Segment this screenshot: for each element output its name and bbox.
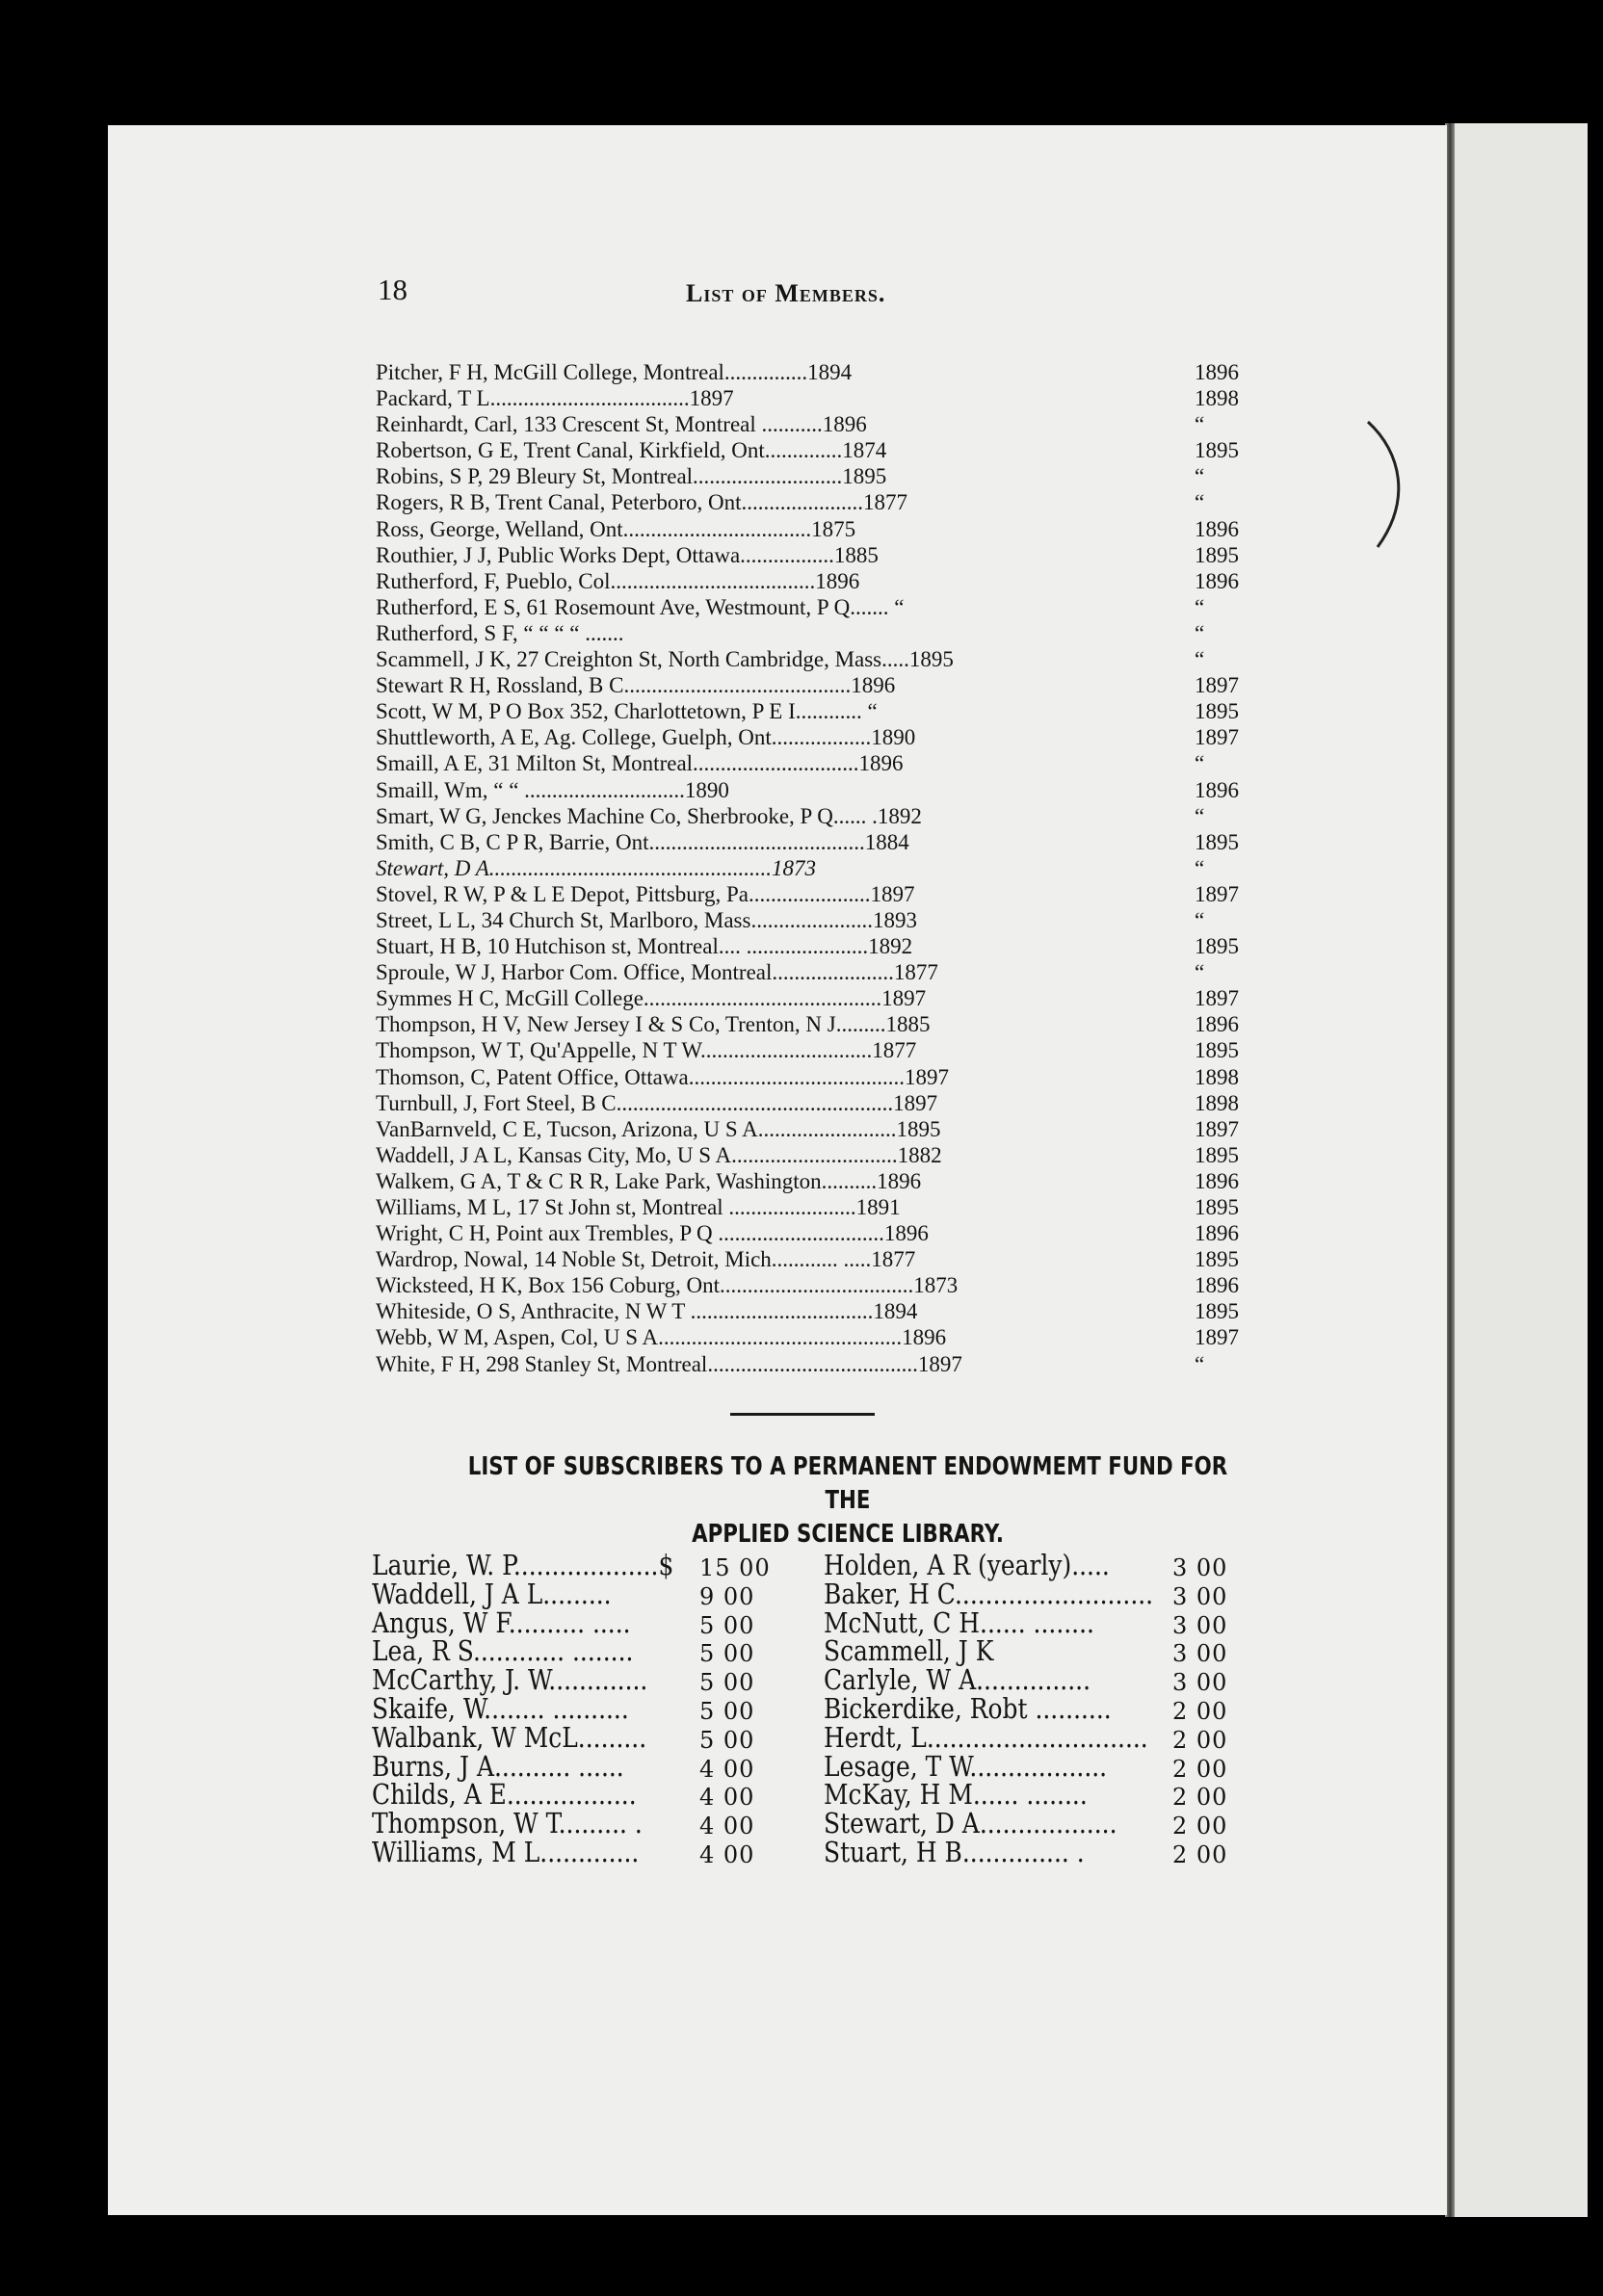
member-row — [376, 1220, 1252, 1246]
member-row — [376, 1194, 1252, 1220]
member-row — [376, 881, 1252, 907]
subscriber-amount: 4 00 — [699, 1840, 755, 1868]
member-row — [376, 385, 1252, 411]
member-row — [376, 437, 1252, 463]
member-entry: Smaill, A E, 31 Milton St, Montreal..............................1896 — [376, 751, 904, 776]
member-year2: 1897 — [1195, 725, 1239, 750]
subscriber-name: McKay, H M...... ........ — [824, 1778, 1088, 1812]
member-row — [376, 646, 1252, 672]
member-year2: 1895 — [1195, 1195, 1239, 1219]
member-entry: Pitcher, F H, McGill College, Montreal...............1894 — [376, 360, 853, 384]
member-year2: “ — [1195, 594, 1205, 619]
subscriber-amount: 3 00 — [1172, 1554, 1228, 1581]
member-entry: Sproule, W J, Harbor Com. Office, Montreal......................1877 — [376, 960, 938, 985]
subscriber-name: Holden, A R (yearly)..... — [824, 1549, 1110, 1581]
subscriber-amount: 2 00 — [1172, 1697, 1228, 1725]
member-entry: Scott, W M, P O Box 352, Charlottetown, P E I............ “ — [376, 699, 878, 724]
subscriber-amount: 2 00 — [1172, 1813, 1228, 1840]
member-year2: 1897 — [1195, 986, 1239, 1011]
member-row — [376, 1116, 1252, 1142]
member-entry: Thompson, W T, Qu'Appelle, N T W...............................1877 — [376, 1038, 917, 1063]
subscriber-name: Bickerdike, Robt .......... — [824, 1691, 1112, 1725]
member-row — [376, 568, 1252, 594]
subscriber-amount: 9 00 — [699, 1582, 755, 1610]
subscriber-amount: 2 00 — [1172, 1840, 1228, 1868]
page-number: 18 — [378, 273, 407, 306]
subscriber-name: Laurie, W. P...................$ — [372, 1549, 674, 1581]
member-row — [376, 1064, 1252, 1090]
member-entry: Stovel, R W, P & L E Depot, Pittsburg, Pa......................1897 — [376, 881, 915, 906]
member-year2: 1896 — [1195, 1273, 1239, 1298]
member-entry: Packard, T L....................................1897 — [376, 386, 734, 411]
subscriber-name: Stewart, D A.................. — [824, 1807, 1117, 1840]
subscriber-name: McNutt, C H...... ........ — [824, 1605, 1094, 1639]
member-year2: 1896 — [1195, 516, 1239, 541]
subscriber-name: Stuart, H B.............. . — [824, 1835, 1085, 1868]
member-entry: Robertson, G E, Trent Canal, Kirkfield, Ont..............1874 — [376, 438, 887, 463]
subscriber-amount: 5 00 — [699, 1611, 755, 1639]
member-entry: Routhier, J J, Public Works Dept, Ottawa.................1885 — [376, 542, 879, 567]
member-row — [376, 1246, 1252, 1272]
member-year2: 1895 — [1195, 934, 1239, 959]
subscriber-amount: 3 00 — [1172, 1611, 1228, 1639]
subscriber-name: Childs, A E................. — [372, 1778, 637, 1812]
member-row — [376, 724, 1252, 750]
subscriber-name: Burns, J A.......... ...... — [372, 1749, 624, 1783]
member-entry: Smart, W G, Jenckes Machine Co, Sherbrooke, P Q...... .1892 — [376, 803, 922, 828]
member-entry: Waddell, J A L, Kansas City, Mo, U S A..............................1882 — [376, 1142, 942, 1167]
member-year2: 1895 — [1195, 1299, 1239, 1324]
member-row — [376, 489, 1252, 515]
member-row — [376, 1351, 1252, 1377]
subscriber-name: Herdt, L............................. — [824, 1720, 1148, 1754]
member-year2: “ — [1195, 620, 1205, 645]
member-entry: Reinhardt, Carl, 133 Crescent St, Montreal ...........1896 — [376, 412, 867, 437]
member-entry: Turnbull, J, Fort Steel, B C..................................................1897 — [376, 1090, 938, 1115]
member-row — [376, 1011, 1252, 1037]
member-row — [376, 463, 1252, 489]
member-entry: Rutherford, E S, 61 Rosemount Ave, Westmount, P Q....... “ — [376, 594, 905, 619]
member-entry: Stewart, D A...................................................1873 — [376, 855, 817, 880]
member-year2: “ — [1195, 1351, 1205, 1376]
member-row — [376, 594, 1252, 620]
member-row — [376, 1272, 1252, 1298]
member-year2: 1896 — [1195, 1221, 1239, 1246]
member-entry: Williams, M L, 17 St John st, Montreal .......................1891 — [376, 1195, 901, 1219]
member-year2: 1897 — [1195, 1116, 1239, 1141]
member-year2: 1898 — [1195, 1064, 1239, 1089]
member-row — [376, 516, 1252, 542]
subscriber-amount: 5 00 — [699, 1669, 755, 1697]
member-entry: Wardrop, Nowal, 14 Noble St, Detroit, Mich............ .....1877 — [376, 1247, 916, 1272]
member-row — [376, 829, 1252, 855]
member-row — [376, 1090, 1252, 1116]
subscriber-amount: 2 00 — [1172, 1726, 1228, 1754]
subscriber-amount: 4 00 — [699, 1813, 755, 1840]
subscriber-name: Walbank, W McL......... — [372, 1720, 647, 1754]
member-row — [376, 803, 1252, 829]
member-year2: 1897 — [1195, 673, 1239, 698]
subscriber-amount: 2 00 — [1172, 1784, 1228, 1812]
member-year2: “ — [1195, 751, 1205, 776]
member-entry: Thompson, H V, New Jersey I & S Co, Trenton, N J.........1885 — [376, 1012, 931, 1037]
subscriber-name: Skaife, W........ .......... — [372, 1691, 629, 1725]
section-divider — [730, 1413, 875, 1416]
members-list — [376, 359, 1252, 1377]
member-row — [376, 1324, 1252, 1350]
subscribers-heading — [453, 1450, 1243, 1552]
member-year2: “ — [1195, 907, 1205, 932]
subscriber-name: Scammell, J K — [824, 1634, 994, 1668]
member-row — [376, 855, 1252, 881]
subscribers-heading-line1: LIST OF SUBSCRIBERS TO A PERMANENT ENDOWMEMT FUND FOR THE — [467, 1452, 1228, 1515]
subscriber-amount: 4 00 — [699, 1755, 755, 1783]
subscriber-amount: 5 00 — [699, 1697, 755, 1725]
subscriber-name: Baker, H C.......................... — [824, 1577, 1154, 1610]
adjacent-page — [1453, 123, 1588, 2217]
pencil-mark — [1358, 414, 1426, 559]
subscribers-heading-line2: APPLIED SCIENCE LIBRARY. — [692, 1520, 1004, 1549]
member-year2: 1895 — [1195, 542, 1239, 567]
member-year2: 1895 — [1195, 699, 1239, 724]
member-year2: 1895 — [1195, 1247, 1239, 1272]
subscriber-name: Carlyle, W A............... — [824, 1663, 1091, 1697]
member-row — [376, 672, 1252, 698]
member-entry: White, F H, 298 Stanley St, Montreal......................................1897 — [376, 1351, 962, 1376]
member-entry: Shuttleworth, A E, Ag. College, Guelph, Ont..................1890 — [376, 725, 916, 750]
member-entry: Smith, C B, C P R, Barrie, Ont.......................................1884 — [376, 829, 909, 854]
member-entry: Rutherford, F, Pueblo, Col.....................................1896 — [376, 568, 860, 593]
member-row — [376, 907, 1252, 933]
subscriber-name: Waddell, J A L......... — [372, 1577, 612, 1610]
member-year2: 1896 — [1195, 568, 1239, 593]
member-entry: Robins, S P, 29 Bleury St, Montreal...........................1895 — [376, 464, 887, 489]
member-row — [376, 1168, 1252, 1194]
member-year2: 1895 — [1195, 438, 1239, 463]
member-entry: Wright, C H, Point aux Trembles, P Q ..............................1896 — [376, 1221, 929, 1246]
member-row — [376, 698, 1252, 724]
member-entry: Stuart, H B, 10 Hutchison st, Montreal.... ......................1892 — [376, 934, 913, 959]
member-year2: 1896 — [1195, 360, 1239, 384]
member-year2: “ — [1195, 412, 1205, 437]
member-entry: Scammell, J K, 27 Creighton St, North Cambridge, Mass.....1895 — [376, 647, 954, 672]
member-year2: “ — [1195, 464, 1205, 489]
subscriber-amount: 5 00 — [699, 1640, 755, 1668]
member-entry: Rogers, R B, Trent Canal, Peterboro, Ont......................1877 — [376, 490, 907, 515]
member-row — [376, 1037, 1252, 1063]
member-row — [376, 411, 1252, 437]
member-entry: Ross, George, Welland, Ont..................................1875 — [376, 516, 856, 541]
member-entry: Rutherford, S F, “ “ “ “ ....... — [376, 620, 624, 645]
member-entry: Symmes H C, McGill College...........................................1897 — [376, 986, 927, 1011]
member-year2: 1895 — [1195, 1142, 1239, 1167]
member-row — [376, 777, 1252, 803]
member-year2: “ — [1195, 803, 1205, 828]
member-row — [376, 959, 1252, 985]
subscriber-name: Lea, R S............ ........ — [372, 1634, 634, 1668]
member-year2: 1896 — [1195, 1168, 1239, 1193]
subscriber-amount: 2 00 — [1172, 1755, 1228, 1783]
member-row — [376, 1142, 1252, 1168]
member-entry: Thomson, C, Patent Office, Ottawa.......................................1897 — [376, 1064, 949, 1089]
subscriber-name: Thompson, W T......... . — [372, 1807, 643, 1840]
member-year2: 1898 — [1195, 1090, 1239, 1115]
member-year2: 1895 — [1195, 1038, 1239, 1063]
member-year2: 1896 — [1195, 777, 1239, 802]
member-year2: 1896 — [1195, 1012, 1239, 1037]
subscriber-amount: 3 00 — [1172, 1669, 1228, 1697]
member-row — [376, 542, 1252, 568]
member-year2: 1897 — [1195, 1325, 1239, 1350]
subscriber-amount: 3 00 — [1172, 1582, 1228, 1610]
subscriber-name: Williams, M L............. — [372, 1835, 640, 1868]
member-row — [376, 985, 1252, 1011]
member-entry: Stewart R H, Rossland, B C.........................................1896 — [376, 673, 896, 698]
member-entry: Street, L L, 34 Church St, Marlboro, Mass......................1893 — [376, 907, 917, 932]
member-entry: Webb, W M, Aspen, Col, U S A............................................1896 — [376, 1325, 947, 1350]
member-year2: “ — [1195, 647, 1205, 672]
member-entry: Smaill, Wm, “ “ .............................1890 — [376, 777, 729, 802]
subscriber-name: Angus, W F.......... ..... — [372, 1605, 631, 1639]
member-entry: Wicksteed, H K, Box 156 Coburg, Ont...................................1873 — [376, 1273, 959, 1298]
member-year2: 1897 — [1195, 881, 1239, 906]
member-entry: Whiteside, O S, Anthracite, N W T .................................1894 — [376, 1299, 918, 1324]
member-year2: “ — [1195, 855, 1205, 880]
member-row — [376, 1298, 1252, 1324]
subscriber-amount: 15 00 — [699, 1554, 771, 1581]
member-year2: 1898 — [1195, 386, 1239, 411]
running-head: List of Members. — [686, 279, 886, 307]
subscriber-amount: 5 00 — [699, 1726, 755, 1754]
member-row — [376, 620, 1252, 646]
subscriber-name: Lesage, T W.................. — [824, 1749, 1108, 1783]
member-row — [376, 750, 1252, 776]
member-year2: “ — [1195, 490, 1205, 515]
subscriber-name: McCarthy, J. W............. — [372, 1663, 648, 1697]
member-row — [376, 933, 1252, 959]
member-year2: 1895 — [1195, 829, 1239, 854]
subscriber-amount: 3 00 — [1172, 1640, 1228, 1668]
member-row — [376, 359, 1252, 385]
member-entry: Walkem, G A, T & C R R, Lake Park, Washington..........1896 — [376, 1168, 922, 1193]
member-entry: VanBarnveld, C E, Tucson, Arizona, U S A.........................1895 — [376, 1116, 941, 1141]
member-year2: “ — [1195, 960, 1205, 985]
subscriber-amount: 4 00 — [699, 1784, 755, 1812]
